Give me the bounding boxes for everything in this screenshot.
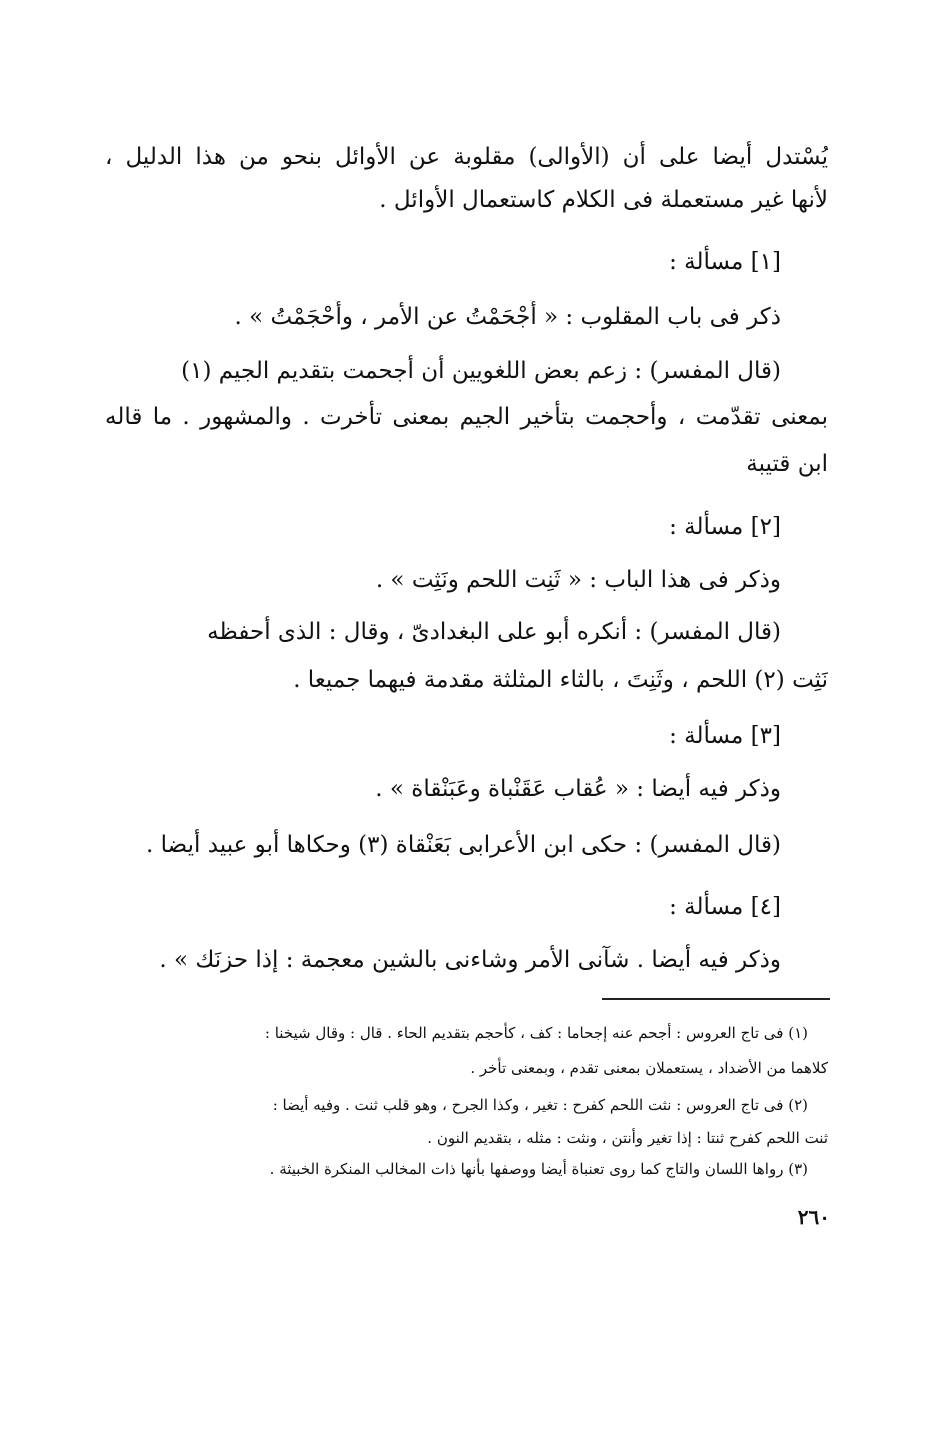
section-3-line-1: وذكر فيه أيضا : « عُقاب عَقَنْباة وعَبَنْقاة » . [375, 776, 781, 802]
section-3-line-2: (قال المفسر) : حكى ابن الأعرابى بَعَنْقاة (٣) وحكاها أبو عبيد أيضا . [146, 832, 781, 858]
intro-line-2: لأنها غير مستعملة فى الكلام كاستعمال الأوائل . [379, 187, 828, 213]
section-4-heading: [٤] مسألة : [669, 894, 781, 920]
section-1-line-3: بمعنى تقدّمت ، وأحجمت بتأخير الجيم بمعنى تأخرت . والمشهور . ما قاله [105, 404, 828, 430]
section-2-line-3: نَثِت (٢) اللحم ، وثَنِتَ ، بالثاء المثلثة مقدمة فيهما جميعا . [293, 667, 828, 693]
intro-line-1: يُسْتدل أيضا على أن (الأوالى) مقلوبة عن الأوائل بنحو من هذا الدليل ، [105, 144, 828, 170]
footnote-1-line-1: (١) فى تاج العروس : أجحم عنه إجحاما : كف ، كأحجم بتقديم الحاء . قال : وقال شيخنا : [264, 1024, 808, 1042]
page-number: ٢٦٠ [797, 1205, 830, 1229]
section-1-line-2: (قال المفسر) : زعم بعض اللغويين أن أجحمت بتقديم الجيم (١) [181, 358, 781, 384]
section-2-line-1: وذكر فى هذا الباب : « ثَنِت اللحم ونَثِت » . [375, 567, 781, 593]
section-1-line-4: ابن قتيبة [746, 451, 828, 477]
section-2-line-2: (قال المفسر) : أنكره أبو على البغدادىّ ، وقال : الذى أحفظه [207, 619, 781, 645]
footnote-2-line-2: ثنت اللحم كفرح ثنتا : إذا تغير وأنتن ، ونثت : مثله ، بتقديم النون . [427, 1129, 828, 1147]
footnote-separator [602, 998, 830, 1000]
section-4-line-1: وذكر فيه أيضا . شآنى الأمر وشاءنى بالشين معجمة : إذا حزنَك » . [159, 947, 781, 973]
footnote-3-line-1: (٣) رواها اللسان والتاج كما روى تعنباة أيضا ووصفها بأنها ذات المخالب المنكرة الخبيثة . [269, 1160, 808, 1178]
section-3-heading: [٣] مسألة : [669, 723, 781, 749]
section-1-line-1: ذكر فى باب المقلوب : « أَجْحَمْتُ عن الأمر ، وأَحْجَمْتُ » . [234, 304, 781, 330]
section-2-heading: [٢] مسألة : [669, 514, 781, 540]
footnote-1-line-2: كلاهما من الأضداد ، يستعملان بمعنى تقدم ، وبمعنى تأخر . [470, 1059, 828, 1077]
footnote-2-line-1: (٢) فى تاج العروس : نثت اللحم كفرح : تغير ، وكذا الجرح ، وهو قلب ثنت . وفيه أيضا : [272, 1096, 808, 1114]
section-1-heading: [١] مسألة : [669, 249, 781, 275]
